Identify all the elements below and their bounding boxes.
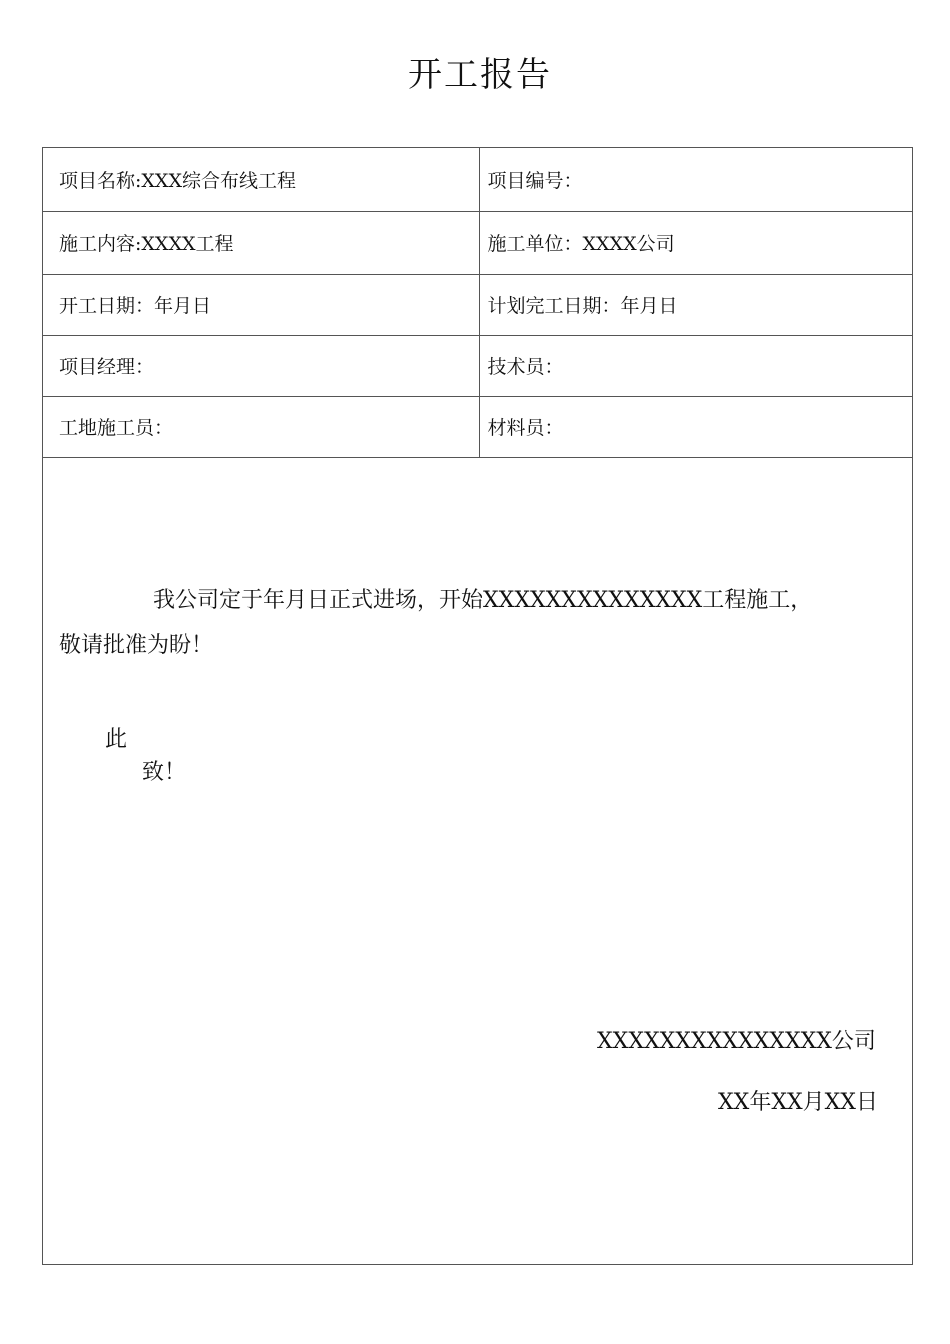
project-name-cell: 项目名称:XXX综合布线工程 xyxy=(43,148,479,211)
table-row xyxy=(43,274,912,335)
construction-unit-cell: 施工单位：XXXX公司 xyxy=(479,211,912,274)
signature-date: XX年XX月XX日 xyxy=(718,1090,878,1115)
closing-salutation-2: 致！ xyxy=(142,760,187,785)
project-manager-cell: 项目经理： xyxy=(43,335,479,396)
materials-clerk-cell: 材料员： xyxy=(479,396,912,457)
letter-body-line-1: 我公司定于年月日正式进场，开始XXXXXXXXXXXXXX工程施工， xyxy=(153,588,813,613)
document-title: 开工报告 xyxy=(408,55,552,95)
planned-completion-date-cell: 计划完工日期：年月日 xyxy=(479,274,912,335)
report-frame xyxy=(42,147,913,1265)
table-row xyxy=(43,148,912,211)
start-date-cell: 开工日期：年月日 xyxy=(43,274,479,335)
technician-cell: 技术员： xyxy=(479,335,912,396)
letter-body-line-2: 敬请批准为盼！ xyxy=(59,633,214,658)
site-constructor-cell: 工地施工员： xyxy=(43,396,479,457)
closing-salutation-1: 此 xyxy=(105,727,128,752)
table-row xyxy=(43,396,912,457)
table-row xyxy=(43,335,912,396)
construction-content-cell: 施工内容:XXXX工程 xyxy=(43,211,479,274)
table-row xyxy=(43,211,912,274)
project-info-table xyxy=(43,148,912,458)
signature-company: XXXXXXXXXXXXXXX公司 xyxy=(597,1029,876,1054)
project-number-cell: 项目编号： xyxy=(479,148,912,211)
